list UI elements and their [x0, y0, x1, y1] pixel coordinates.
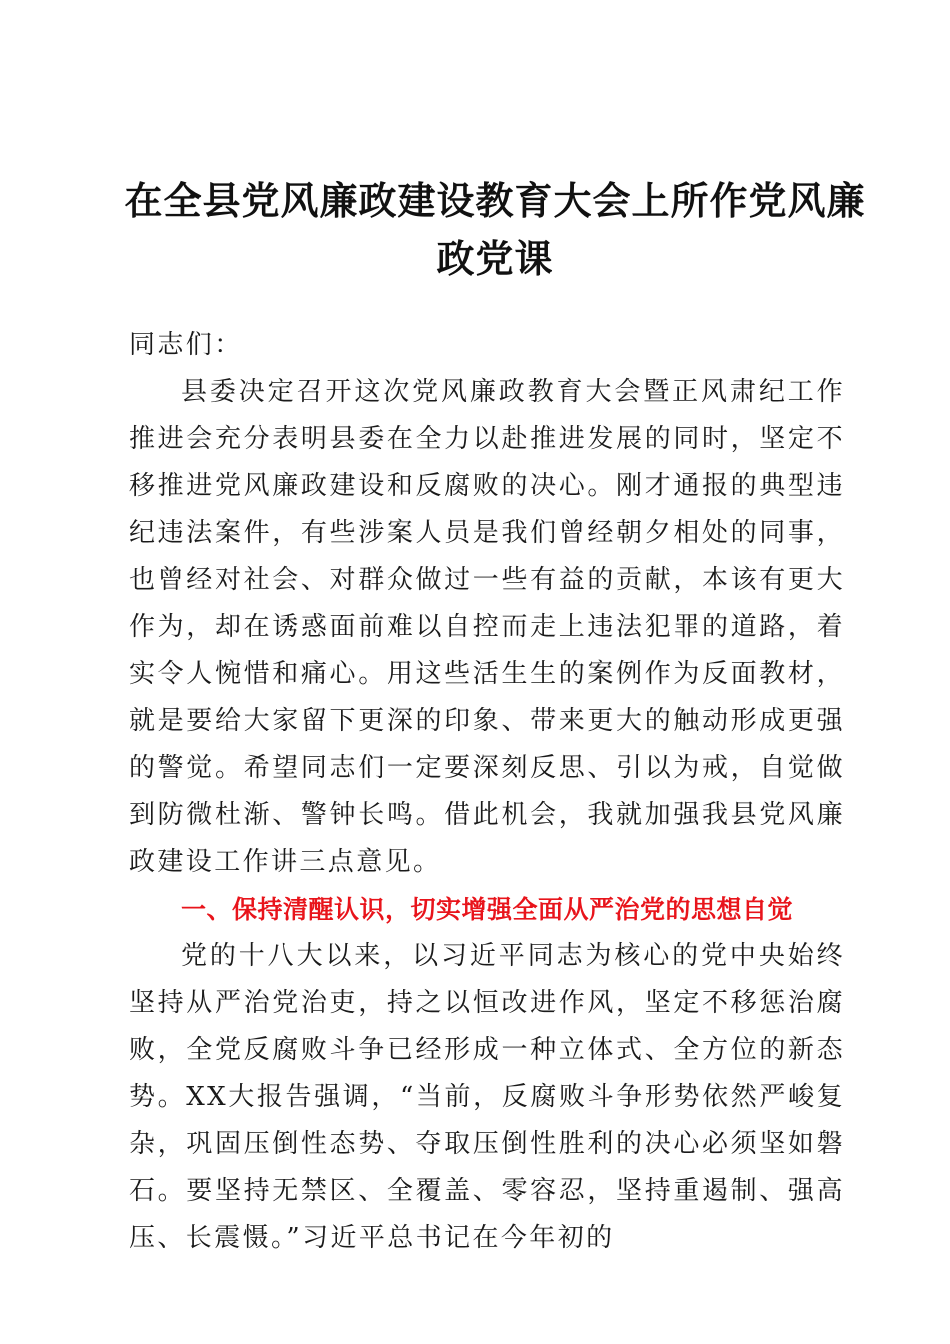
intro-paragraph: 县委决定召开这次党风廉政教育大会暨正风肃纪工作推进会充分表明县委在全力以赴推进发展的同时，坚定不移推进党风廉政建设和反腐败的决心。刚才通报的典型违纪违法案件，有些涉案人员是我们曾经朝夕相处的同事，也曾经对社会、对群众做过一些有益的贡献，本该有更大作为，却在诱惑面前难以自控而走上违法犯罪的道路，着实令人惋惜和痛心。用这些活生生的案例作为反面教材，就是要给大家留下更深的印象、带来更大的触动形成更强的警觉。希望同志们一定要深刻反思、引以为戒，自觉做到防微杜渐、警钟长鸣。借此机会，我就加强我县党风廉政建设工作讲三点意见。: [129, 377, 845, 877]
section-heading: 一、保持清醒认识，切实增强全面从严治党的思想自觉: [181, 895, 794, 924]
document-title: 在全县党风廉政建设教育大会上所作党风廉政党课: [124, 178, 866, 281]
section-paragraph: 党的十八大以来，以习近平同志为核心的党中央始终坚持从严治党治吏，持之以恒改进作风，坚定不移惩治腐败，全党反腐败斗争已经形成一种立体式、全方位的新态势。XX大报告强调，“当前，反腐败斗争形势依然严峻复杂，巩固压倒性态势、夺取压倒性胜利的决心必须坚如磐石。要坚持无禁区、全覆盖、零容忍，坚持重遏制、强高压、长震慑。”习近平总书记在今年初的: [129, 941, 845, 1253]
document-body: [129, 322, 845, 1262]
salutation: 同志们：: [129, 330, 243, 360]
